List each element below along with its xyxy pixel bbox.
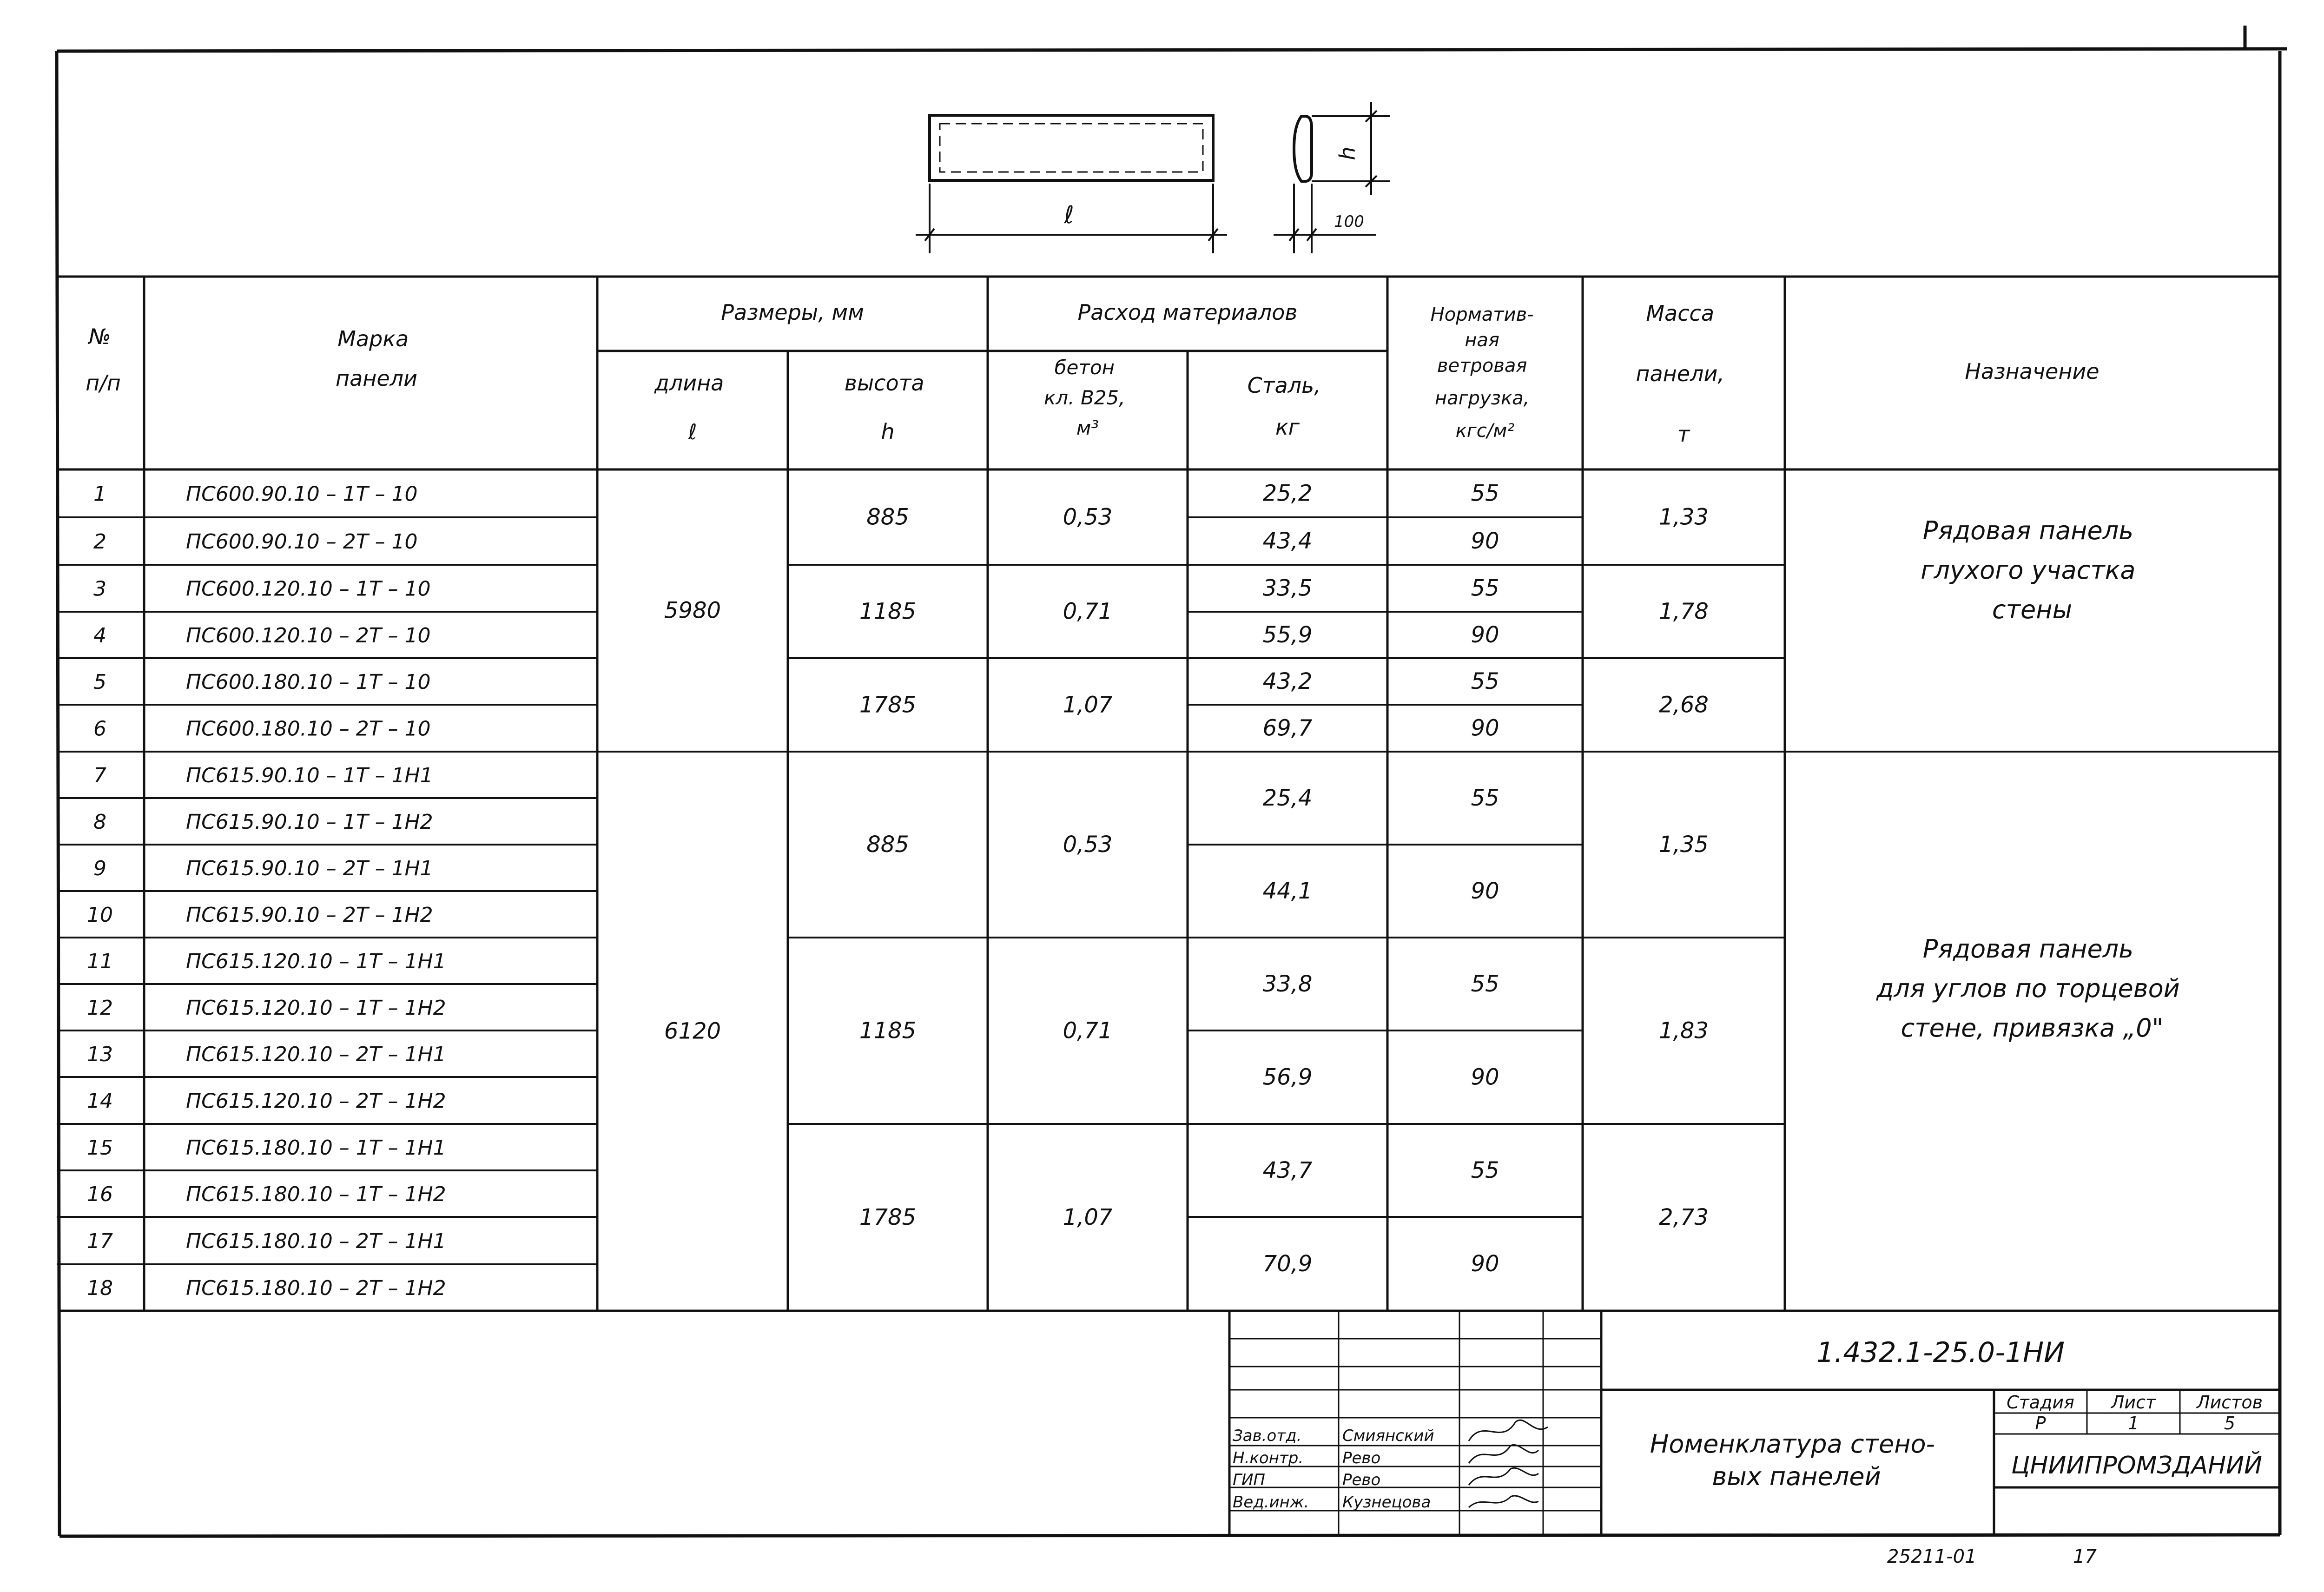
height-value: 885 — [866, 504, 909, 530]
header-steel: Сталь, кг — [1247, 373, 1321, 440]
row-number: 7 — [93, 764, 106, 787]
wind-load-value: 90 — [1471, 878, 1499, 904]
sheet-title: Номенклатура стено- вых панелей — [1650, 1429, 1935, 1491]
role-head-of-dept: Зав.отд. — [1233, 1427, 1302, 1445]
role-norm-control: Н.контр. — [1233, 1449, 1304, 1467]
row-number: 11 — [87, 950, 113, 973]
name-norm-control: Рево — [1342, 1449, 1381, 1467]
panel-brand: ПС615.180.10 – 1Т – 1Н2 — [186, 1182, 446, 1206]
row-number: 13 — [87, 1043, 113, 1066]
panel-front-inner-dashed — [940, 124, 1203, 172]
steel-value: 55,9 — [1262, 622, 1313, 648]
row-number: 9 — [93, 857, 106, 880]
header-length: длина ℓ — [654, 370, 724, 444]
name-lead-engineer: Кузнецова — [1342, 1493, 1431, 1512]
stage-value: Р — [2035, 1413, 2046, 1433]
row-number: 8 — [93, 810, 106, 834]
wind-load-value: 55 — [1471, 668, 1499, 694]
length-symbol: ℓ — [1064, 201, 1074, 229]
stage-header: Стадия — [2007, 1392, 2074, 1413]
name-head-of-dept: Смиянский — [1342, 1427, 1434, 1445]
length-value: 5980 — [664, 597, 721, 624]
panel-sketch — [916, 102, 1390, 253]
steel-value: 43,7 — [1262, 1157, 1313, 1183]
panel-front-outline — [930, 115, 1213, 180]
length-value: 6120 — [664, 1018, 721, 1044]
panel-brand: ПС615.120.10 – 2Т – 1Н2 — [186, 1089, 446, 1113]
panel-brand: ПС615.180.10 – 1Т – 1Н1 — [186, 1136, 446, 1160]
concrete-value: 0,71 — [1063, 598, 1113, 625]
steel-value: 70,9 — [1262, 1251, 1313, 1277]
steel-value: 33,8 — [1262, 971, 1313, 997]
wind-load-value: 55 — [1471, 480, 1499, 507]
panel-brand: ПС600.180.10 – 1Т – 10 — [186, 670, 431, 694]
panel-brand: ПС615.90.10 – 2Т – 1Н1 — [186, 857, 433, 880]
sheets-value: 5 — [2224, 1413, 2236, 1433]
height-value: 1185 — [859, 598, 917, 625]
height-value: 885 — [866, 832, 909, 858]
header-purpose: Назначение — [1965, 359, 2100, 384]
height-symbol: h — [1335, 146, 1360, 160]
name-chief-engineer: Рево — [1342, 1471, 1381, 1489]
signatures — [1469, 1420, 1548, 1507]
header-concrete: бетон кл. В25, м³ — [1044, 356, 1125, 439]
row-number: 2 — [93, 530, 106, 554]
mass-value: 1,35 — [1659, 832, 1709, 858]
steel-value: 44,1 — [1262, 878, 1313, 904]
panel-brand: ПС615.180.10 – 2Т – 1Н1 — [186, 1229, 446, 1253]
sheet-header: Лист — [2111, 1392, 2156, 1413]
header-height: высота h — [844, 370, 924, 444]
mass-value: 1,83 — [1659, 1017, 1709, 1044]
wind-load-value: 90 — [1471, 1251, 1499, 1277]
header-mass: Масса панели, т — [1636, 301, 1724, 447]
panel-brand: ПС600.120.10 – 1Т – 10 — [186, 577, 431, 601]
row-number: 16 — [87, 1182, 113, 1206]
table-header — [86, 300, 2099, 447]
concrete-value: 1,07 — [1063, 692, 1113, 718]
row-number: 18 — [87, 1276, 113, 1300]
wind-load-value: 55 — [1471, 1157, 1499, 1183]
panel-brand: ПС615.180.10 – 2Т – 1Н2 — [186, 1276, 446, 1300]
row-number: 4 — [93, 624, 106, 647]
panel-side-outline — [1294, 116, 1312, 181]
row-number: 14 — [87, 1089, 113, 1113]
steel-value: 33,5 — [1262, 575, 1313, 601]
panel-brand: ПС600.90.10 – 2Т – 10 — [186, 530, 418, 554]
row-number: 12 — [87, 996, 113, 1020]
title-block — [1229, 1311, 2280, 1536]
wind-load-value: 55 — [1471, 971, 1499, 997]
purpose-group-2: Рядовая панель для углов по торцевой стене, привязка „0" — [1876, 934, 2180, 1043]
mass-value: 2,68 — [1659, 692, 1709, 718]
panel-brand: ПС600.180.10 – 2Т – 10 — [186, 717, 431, 741]
document-code: 1.432.1-25.0-1НИ — [1816, 1336, 2065, 1369]
role-lead-engineer: Вед.инж. — [1233, 1493, 1309, 1512]
sheet-value: 1 — [2127, 1413, 2139, 1433]
footer — [1887, 1546, 2097, 1567]
thickness-value: 100 — [1334, 212, 1364, 231]
concrete-value: 1,07 — [1063, 1204, 1113, 1230]
steel-value: 69,7 — [1262, 715, 1313, 741]
panel-brand: ПС615.90.10 – 2Т – 1Н2 — [186, 903, 433, 927]
purpose-group-1: Рядовая панель глухого участка стены — [1921, 516, 2136, 624]
steel-value: 56,9 — [1262, 1064, 1313, 1090]
wind-load-value: 55 — [1471, 575, 1499, 601]
steel-value: 43,4 — [1262, 528, 1313, 554]
purpose-cells — [1876, 516, 2188, 1043]
height-value: 1785 — [859, 1204, 917, 1230]
header-materials: Расход материалов — [1077, 300, 1298, 325]
concrete-value: 0,53 — [1063, 504, 1113, 530]
wind-load-value: 90 — [1471, 1064, 1499, 1090]
row-number: 10 — [87, 903, 113, 927]
row-number: 17 — [87, 1229, 113, 1253]
mass-value: 1,78 — [1659, 598, 1709, 625]
organization: ЦНИИПРОМЗДАНИЙ — [2011, 1452, 2262, 1480]
mass-value: 2,73 — [1659, 1204, 1709, 1230]
row-number: 15 — [87, 1136, 113, 1160]
panel-brand: ПС615.90.10 – 1Т – 1Н2 — [186, 810, 433, 834]
row-number: 5 — [93, 670, 106, 694]
height-value: 1785 — [859, 692, 917, 718]
wind-load-value: 90 — [1471, 622, 1499, 648]
header-dimensions: Размеры, мм — [721, 300, 864, 325]
header-brand: Марка панели — [336, 326, 417, 391]
wind-load-value: 55 — [1471, 785, 1499, 811]
concrete-value: 0,71 — [1063, 1017, 1113, 1044]
sheets-header: Листов — [2197, 1392, 2263, 1413]
panel-brand: ПС615.120.10 – 2Т – 1Н1 — [186, 1043, 446, 1066]
panel-brand: ПС600.120.10 – 2Т – 10 — [186, 624, 431, 647]
wind-load-value: 90 — [1471, 528, 1499, 554]
steel-value: 25,4 — [1262, 785, 1313, 811]
panel-brand: ПС615.120.10 – 1Т – 1Н2 — [186, 996, 446, 1020]
header-num: № п/п — [86, 324, 121, 396]
mass-value: 1,33 — [1659, 504, 1709, 530]
header-wind-load: Норматив- ная ветровая нагрузка, кгс/м² — [1430, 304, 1534, 442]
row-number: 3 — [93, 577, 106, 601]
page-number: 17 — [2073, 1546, 2097, 1567]
panel-brand: ПС615.120.10 – 1Т – 1Н1 — [186, 950, 446, 973]
height-value: 1185 — [859, 1017, 917, 1044]
concrete-value: 0,53 — [1063, 832, 1113, 858]
row-number: 1 — [93, 482, 106, 506]
table-grouped-values — [664, 481, 1709, 1277]
role-chief-engineer: ГИП — [1233, 1471, 1265, 1489]
steel-value: 25,2 — [1262, 480, 1313, 507]
row-number: 6 — [93, 717, 106, 741]
wind-load-value: 90 — [1471, 715, 1499, 741]
panel-brand: ПС615.90.10 – 1Т – 1Н1 — [186, 764, 433, 787]
doc-number: 25211-01 — [1887, 1546, 1977, 1567]
steel-value: 43,2 — [1262, 668, 1313, 694]
panel-brand: ПС600.90.10 – 1Т – 10 — [186, 482, 418, 506]
